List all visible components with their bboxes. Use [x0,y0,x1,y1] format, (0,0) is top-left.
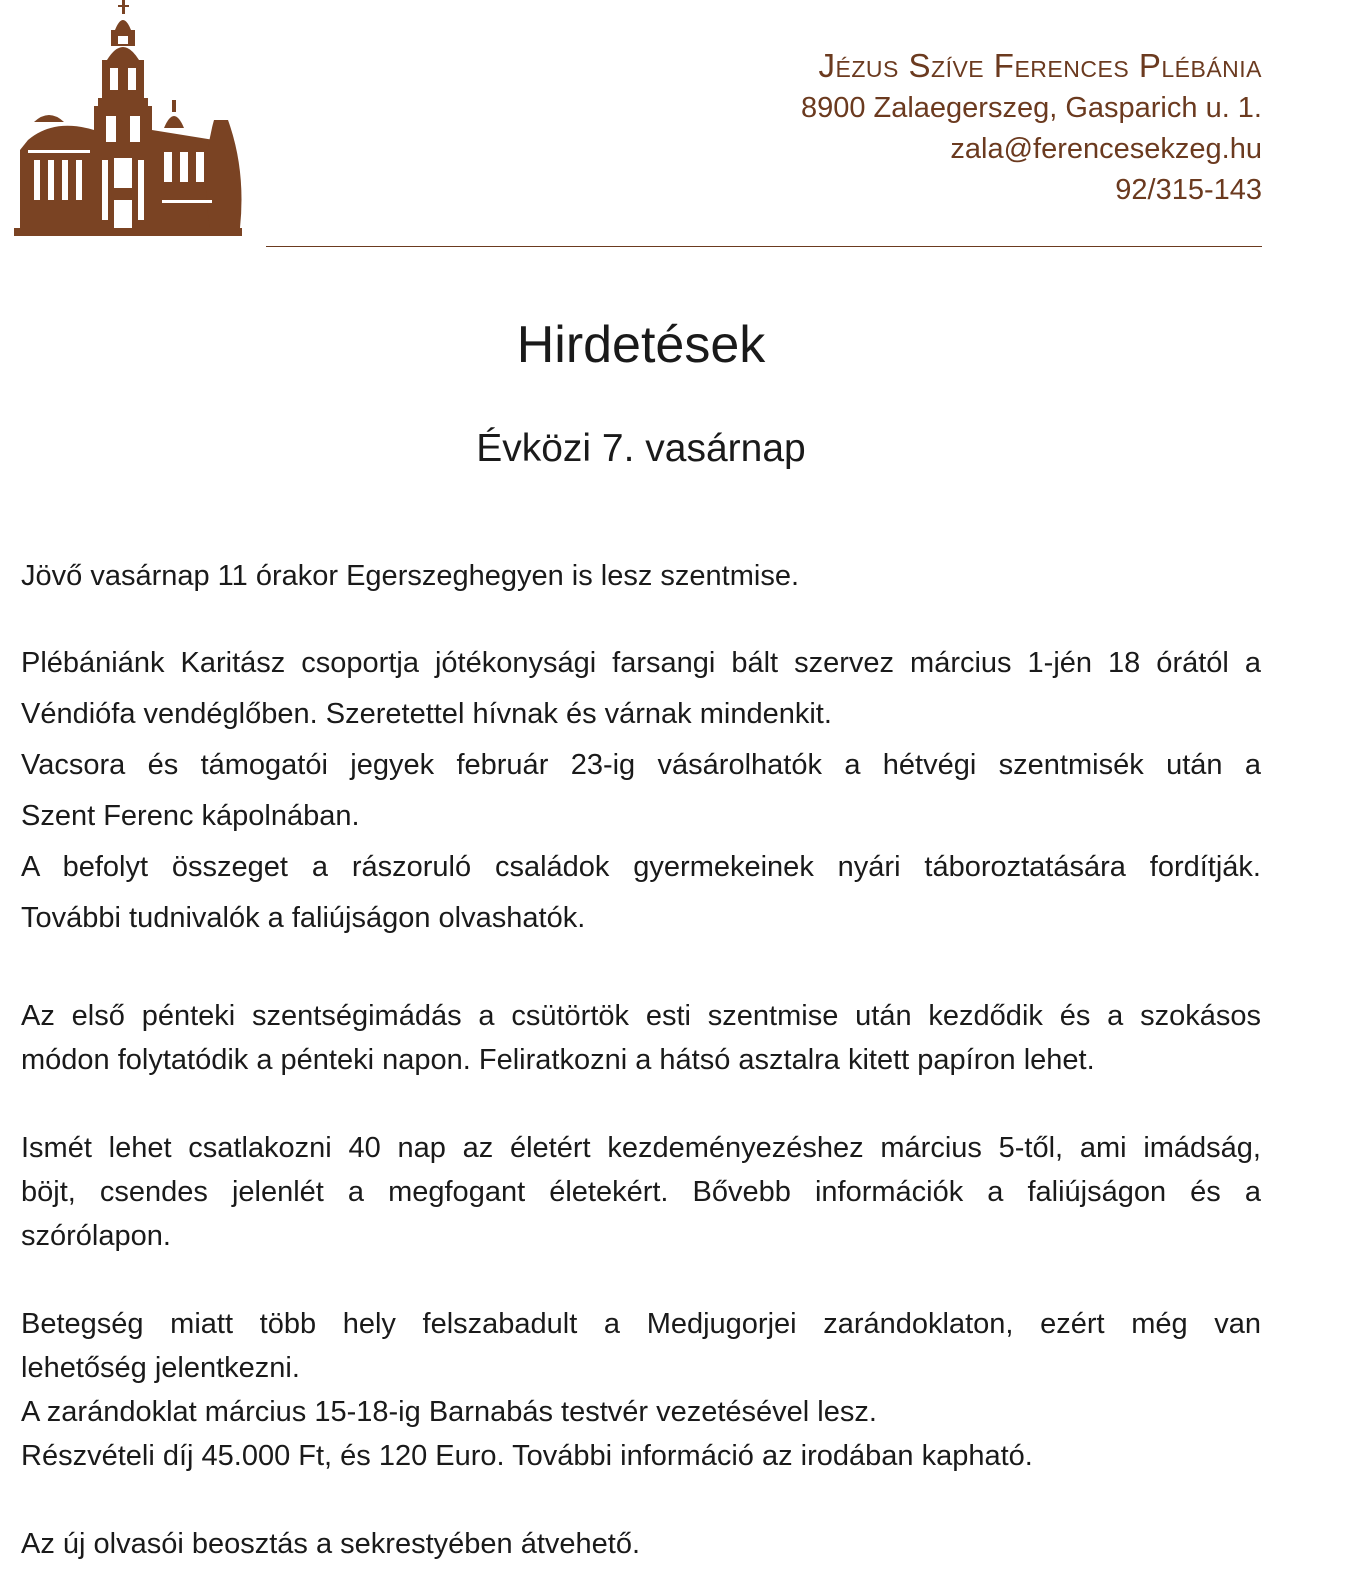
text-line: módon folytatódik a pénteki napon. Feliratkozni a hátsó asztalra kitett papíron lehet. [21,1044,1095,1076]
text-line: A befolyt összeget a rászoruló családok gyermekeinek nyári táboroztatására fordítják. [21,851,1261,883]
parish-address: 8900 Zalaegerszeg, Gasparich u. 1. [800,92,1262,124]
text-line: Részvételi díj 45.000 Ft, és 120 Euro. További információ az irodában kapható. [21,1440,1033,1472]
parish-email[interactable]: zala@ferencesekzeg.hu [950,133,1262,165]
text-line: böjt, csendes jelenlét a megfogant életekért. Bővebb információk a faliújságon és a [21,1176,1261,1208]
page-title: Hirdetések [516,316,766,374]
parish-phone: 92/315-143 [1115,174,1262,206]
text-line: Betegség miatt több hely felszabadult a Medjugorjei zarándoklaton, ezért még van [21,1308,1261,1340]
announcement-pilgrimage [21,1302,1261,1478]
announcement-40-days [21,1126,1261,1258]
text-line: Az első pénteki szentségimádás a csütörtök esti szentmise után kezdődik és a szokásos [21,1000,1261,1032]
announcements [21,552,1261,1566]
header-divider [266,246,1262,247]
text-line: Az új olvasói beosztás a sekrestyében átvehető. [21,1528,641,1560]
text-line: További tudnivalók a faliújságon olvashatók. [21,902,586,934]
announcement-readers [21,1522,1261,1566]
announcement-charity-ball [21,638,1261,944]
text-line: Szent Ferenc kápolnában. [21,800,360,832]
parish-name: Jézus Szíve Ferences Plébánia [818,47,1262,84]
text-line: lehetőség jelentkezni. [21,1352,300,1384]
announcement-adoration [21,994,1261,1082]
text-line: Jövő vasárnap 11 órakor Egerszeghegyen is lesz szentmise. [21,560,800,592]
text-line: Véndiófa vendéglőben. Szeretettel hívnak és várnak mindenkit. [21,698,832,730]
text-line: szórólapon. [21,1220,171,1252]
parish-header [801,44,1262,211]
page-subtitle: Évközi 7. vasárnap [476,427,806,470]
text-line: Vacsora és támogatói jegyek február 23-ig vásárolhatók a hétvégi szentmisék után a [21,749,1261,781]
text-line: Plébániánk Karitász csoportja jótékonysági farsangi bált szervez március 1-jén 18 órától a [21,647,1261,679]
text-line: A zarándoklat március 15-18-ig Barnabás testvér vezetésével lesz. [21,1396,877,1428]
text-line: Ismét lehet csatlakozni 40 nap az életért kezdeményezéshez március 5-től, ami imádság, [21,1132,1261,1164]
church-logo-icon [14,0,242,238]
announcement-mass [21,552,1261,600]
